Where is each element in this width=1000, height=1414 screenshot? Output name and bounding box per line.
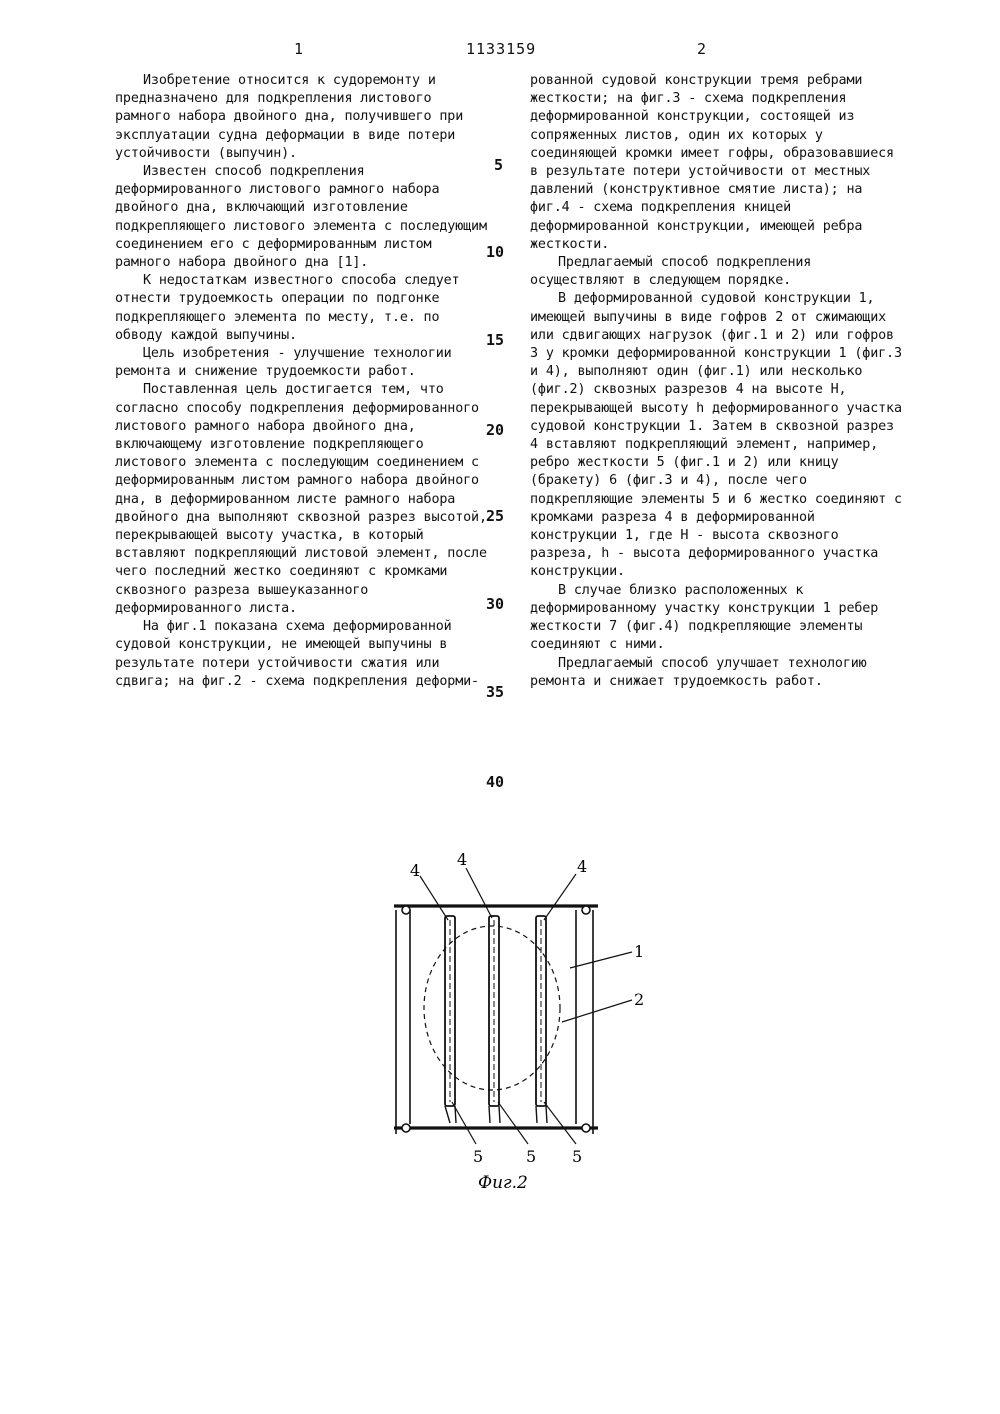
label-stiffener: 5 (526, 1147, 537, 1166)
label-structure: 1 (634, 942, 645, 961)
label-stiffener: 5 (473, 1147, 484, 1166)
paragraph: Изобретение относится к судоремонту и предназначено для подкрепления листового рамного набора двойного дна, получившего при эксплуатации судна деформации в виде потери устойчивости (выпучин). (115, 73, 464, 161)
joint-marker (582, 1124, 590, 1132)
right-page-number: 2 (697, 40, 707, 58)
paragraph: На фиг.1 показана схема деформированной судовой конструкции, не имеющей выпучины в результате потери устойчивости сжатия или сдвига; на фиг.2 - схема подкрепления деформи- (115, 619, 479, 689)
right-text-column (530, 72, 905, 691)
patent-number: 1133159 (466, 40, 537, 58)
figure-2-diagram (380, 840, 680, 1200)
paragraph: В случае близко расположенных к деформированному участку конструкции 1 ребер жесткости 7 (фиг.4) подкрепляющие элементы соединяют с ними. (530, 582, 879, 653)
joint-marker (402, 1124, 410, 1132)
label-cut: 4 (410, 861, 421, 880)
line-number: 35 (486, 683, 505, 701)
paragraph: Поставленная цель достигается тем, что согласно способу подкрепления деформированного листового рамного набора двойного дна, включающему изготовление подкрепляющего листового элемента с последующим соединением с деформированным листом рамного набора двойного дна, в деформированном листе рамного набора двойного дна выполняют сквозной разрез высотой, перекрывающей высоту участка, в который вставляют подкрепляющий листовой элемент, после чего последний жестко соединяют с кромками сквозного разреза вышеуказанного деформированного листа. (115, 382, 487, 616)
line-number: 5 (494, 156, 504, 174)
joint-marker (582, 906, 590, 914)
stiffener-middle (489, 916, 500, 1123)
label-stiffener: 5 (572, 1147, 583, 1166)
left-text-column (115, 72, 490, 691)
label-cut: 4 (577, 857, 588, 876)
label-corrugation: 2 (634, 990, 645, 1009)
figure-caption: Фиг.2 (478, 1173, 528, 1193)
label-cut: 4 (457, 850, 468, 869)
paragraph: К недостаткам известного способа следует отнести трудоемкость операции по подгонке подкрепляющего элемента по месту, т.е. по обводу каждой выпучины. (115, 273, 460, 343)
paragraph: Предлагаемый способ подкрепления осуществляют в следующем порядке. (530, 255, 812, 289)
stiffener-left (445, 916, 456, 1123)
line-number: 20 (486, 421, 505, 439)
paragraph: Предлагаемый способ улучшает технологию ремонта и снижает трудоемкость работ. (530, 655, 867, 689)
line-number: 40 (486, 773, 505, 791)
paragraph: Цель изобретения - улучшение технологии ремонта и снижение трудоемкости работ. (115, 346, 452, 380)
line-number: 30 (486, 595, 505, 613)
line-number: 25 (486, 507, 505, 525)
paragraph: В деформированной судовой конструкции 1, имеющей выпучины в виде гофров 2 от сжимающих или сдвигающих нагрузок (фиг.1 и 2) или гофров 3 у кромки деформированной конструкции 1 (фиг.3 и 4), выполняют один (фиг.1) или несколько (фиг.2) сквозных разрезов 4 на высоте H, перекрывающей высоту h деформированного участка судовой конструкции 1. Затем в сквозной разрез 4 вставляют подкрепляющий элемент, например, ребро жесткости 5 (фиг.1 и 2) или кницу (бракету) 6 (фиг.3 и 4), после чего подкрепляющие элементы 5 и 6 жестко соединяют с кромками разреза 4 в деформированной конструкции 1, где H - высота сквозного разреза, h - высота деформированного участка конструкции. (530, 291, 902, 580)
paragraph: Известен способ подкрепления деформированного листового рамного набора двойного дна, включающий изготовление подкрепляющего листового элемента с последующим соединением его с деформированным листом рамного набора двойного дна [1]. (115, 164, 487, 271)
line-number: 10 (486, 243, 505, 261)
paragraph: рованной судовой конструкции тремя ребрами жесткости; на фиг.3 - схема подкрепления деформированной конструкции, состоящей из сопряженных листов, один их которых у соединяющей кромки имеет гофры, образовавшиеся в результате потери устойчивости от местных давлений (конструктивное смятие листа); на фиг.4 - схема подкрепления кницей деформированной конструкции, имеющей ребра жесткости. (530, 73, 894, 252)
left-page-number: 1 (294, 40, 304, 58)
line-number: 15 (486, 331, 505, 349)
joint-marker (402, 906, 410, 914)
